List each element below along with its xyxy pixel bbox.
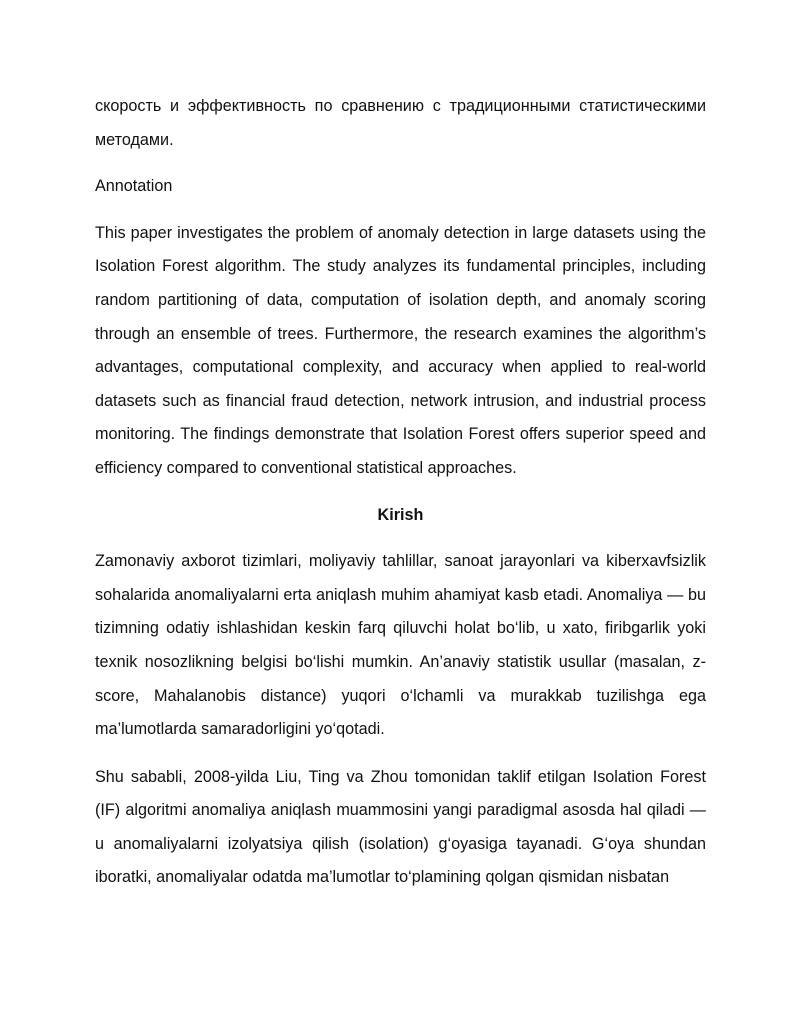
document-page [95, 90, 706, 895]
russian-continuation-paragraph: скорость и эффективность по сравнению с традиционными статистическими методами. [95, 97, 706, 149]
section-heading-kirish: Kirish [377, 505, 424, 524]
intro-paragraph-1: Zamonaviy axborot tizimlari, moliyaviy tahlillar, sanoat jarayonlari va kiberxavfsizlik sohalarida anomaliyalarni erta aniqlash muhim ahamiyat kasb etadi. Anomaliya — bu tizimning odatiy ishlashidan keskin farq qiluvchi holat bo‘lib, u xato, firibgarlik yoki texnik nosozlikning belgisi bo‘lishi mumkin. An’anaviy statistik usullar (masalan, z-score, Mahalanobis distance) yuqori o‘lchamli va murakkab tuzilishga ega ma’lumotlarda samaradorligini yo‘qotadi. [95, 552, 706, 739]
annotation-heading: Annotation [95, 177, 173, 196]
annotation-paragraph: This paper investigates the problem of anomaly detection in large datasets using the Isolation Forest algorithm. The study analyzes its fundamental principles, including random partitioning of data, computation of isolation depth, and anomaly scoring through an ensemble of trees. Furthermore, the research examines the algorithm’s advantages, computational complexity, and accuracy when applied to real-world datasets such as financial fraud detection, network intrusion, and industrial process monitoring. The findings demonstrate that Isolation Forest offers superior speed and efficiency compared to conventional statistical approaches. [95, 223, 706, 477]
intro-paragraph-2: Shu sababli, 2008-yilda Liu, Ting va Zhou tomonidan taklif etilgan Isolation Forest (IF) algoritmi anomaliya aniqlash muammosini yangi paradigmal asosda hal qiladi — u anomaliyalarni izolyatsiya qilish (isolation) g‘oyasiga tayanadi. G‘oya shundan iboratki, anomaliyalar odatda ma’lumotlar to‘plamining qolgan qismidan nisbatan [95, 767, 706, 887]
